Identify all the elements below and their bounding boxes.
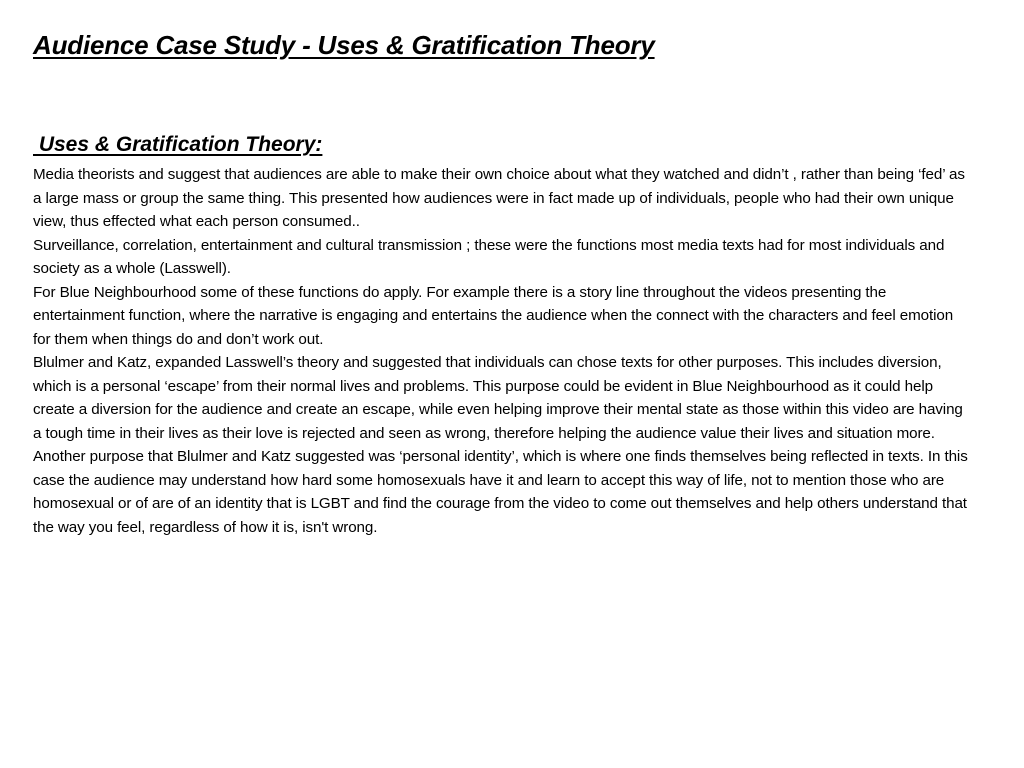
paragraph-functions: Surveillance, correlation, entertainment and cultural transmission ; these were the functions most media texts had for most individuals and society as a whole (Lasswell).: [33, 236, 945, 277]
slide-title: Audience Case Study - Uses & Gratification Theory: [33, 30, 655, 60]
section-heading: Uses & Gratification Theory:: [33, 133, 323, 156]
paragraph-diversion: Blulmer and Katz, expanded Lasswell’s theory and suggested that individuals can chose texts for other purposes. This includes diversion, which is a personal ‘escape’ from their normal lives and problems. This purpose could be evident in Blue Neighbourhood as it could help create a diversion for the audience and create an escape, while even helping improve their mental state as those within this video are having a tough time in their lives as their love is rejected and seen as wrong, therefore helping the audience value their lives and situation more.: [33, 354, 963, 442]
body-text: [33, 163, 973, 539]
paragraph-personal-identity: Another purpose that Blulmer and Katz suggested was ‘personal identity’, which is where one finds themselves being reflected in texts. In this case the audience may understand how hard some homosexuals have it and learn to accept this way of life, not to mention those who are homosexual or of are of an identity that is LGBT and find the courage from the video to come out themselves and help others understand that the way you feel, regardless of how it is, isn't wrong.: [33, 448, 968, 536]
paragraph-blue-neighbourhood: For Blue Neighbourhood some of these functions do apply. For example there is a story line throughout the videos presenting the entertainment function, where the narrative is engaging and entertains the audience when the connect with the characters and feel emotion for them when things do and don’t work out.: [33, 283, 954, 348]
paragraph-media-theorists: Media theorists and suggest that audiences are able to make their own choice about what they watched and didn’t , rather than being ‘fed’ as a large mass or group the same thing. This presented how audiences were in fact made up of individuals, people who had their own unique view, thus effected what each person consumed..: [33, 166, 965, 230]
